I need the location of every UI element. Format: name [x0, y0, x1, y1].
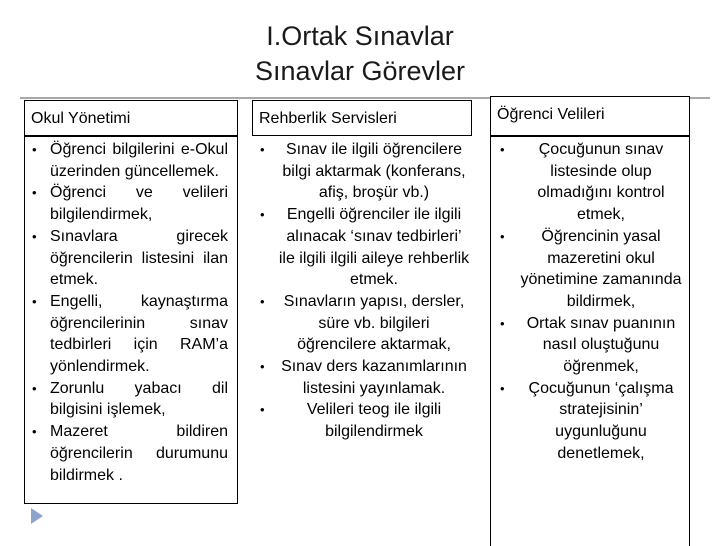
item-list: [24, 139, 228, 486]
list-item: • Sınav ders kazanımlarının listesini yayınlamak.: [260, 358, 467, 397]
item-list: [252, 139, 470, 443]
list-item: • Mazeret bildiren öğrencilerin durumunu bildirmek .: [32, 423, 228, 484]
column-header: Okul Yönetimi: [31, 110, 131, 127]
list-item: • Sınav ile ilgili öğrencilere bilgi aktarmak (konferans, afiş, broşür vb.): [260, 141, 466, 202]
list-item: • Öğrenci ve velileri bilgilendirmek,: [32, 184, 228, 224]
list-item: • Çocuğunun ‘çalışma stratejisinin’ uygunluğunu denetlemek,: [500, 379, 674, 462]
column-header: Öğrenci Velileri: [497, 106, 605, 123]
list-item: • Engelli öğrenciler ile ilgili alınacak ‘sınav tedbirleri’ ile ilgili ilgili aileye rehberlik etmek.: [260, 206, 470, 289]
column-ogrenci-velileri: [492, 139, 684, 465]
list-item: • Öğrencinin yasal mazeretini okul yönetimine zamanında bildirmek,: [500, 227, 682, 310]
column-okul-yonetimi: [24, 139, 228, 486]
list-item: • Ortak sınav puanının nasıl oluştuğunu öğrenmek,: [500, 314, 676, 376]
page-subtitle: Sınavlar Görevler: [254, 56, 466, 86]
column-header: Rehberlik Servisleri: [259, 110, 397, 127]
list-item: • Engelli, kaynaştırma öğrencilerinin sınav tedbirleri için RAM’a yönlendirmek.: [32, 292, 228, 376]
list-item: • Zorunlu yabacı dil bilgisini işlemek,: [32, 379, 228, 419]
list-item: • Sınavlara girecek öğrencilerin listesini ilan etmek.: [32, 227, 228, 289]
list-item: • Velileri teog ile ilgili bilgilendirmek: [260, 401, 442, 441]
list-item: • Sınavların yapısı, dersler, süre vb. bilgileri öğrencilere aktarmak,: [260, 292, 465, 354]
list-item: • Çocuğunun sınav listesinde olup olmadığını kontrol etmek,: [500, 141, 665, 224]
next-slide-arrow-icon[interactable]: [31, 508, 43, 524]
item-list: [492, 139, 684, 465]
header-box-ogrenci-velileri: [490, 96, 690, 136]
list-item: • Öğrenci bilgilerini e-Okul üzerinden güncellemek.: [32, 141, 228, 180]
header-box-rehberlik: [252, 100, 472, 136]
page-title: I.Ortak Sınavlar: [266, 21, 454, 51]
column-rehberlik: [252, 139, 470, 443]
header-box-okul-yonetimi: [24, 100, 238, 136]
